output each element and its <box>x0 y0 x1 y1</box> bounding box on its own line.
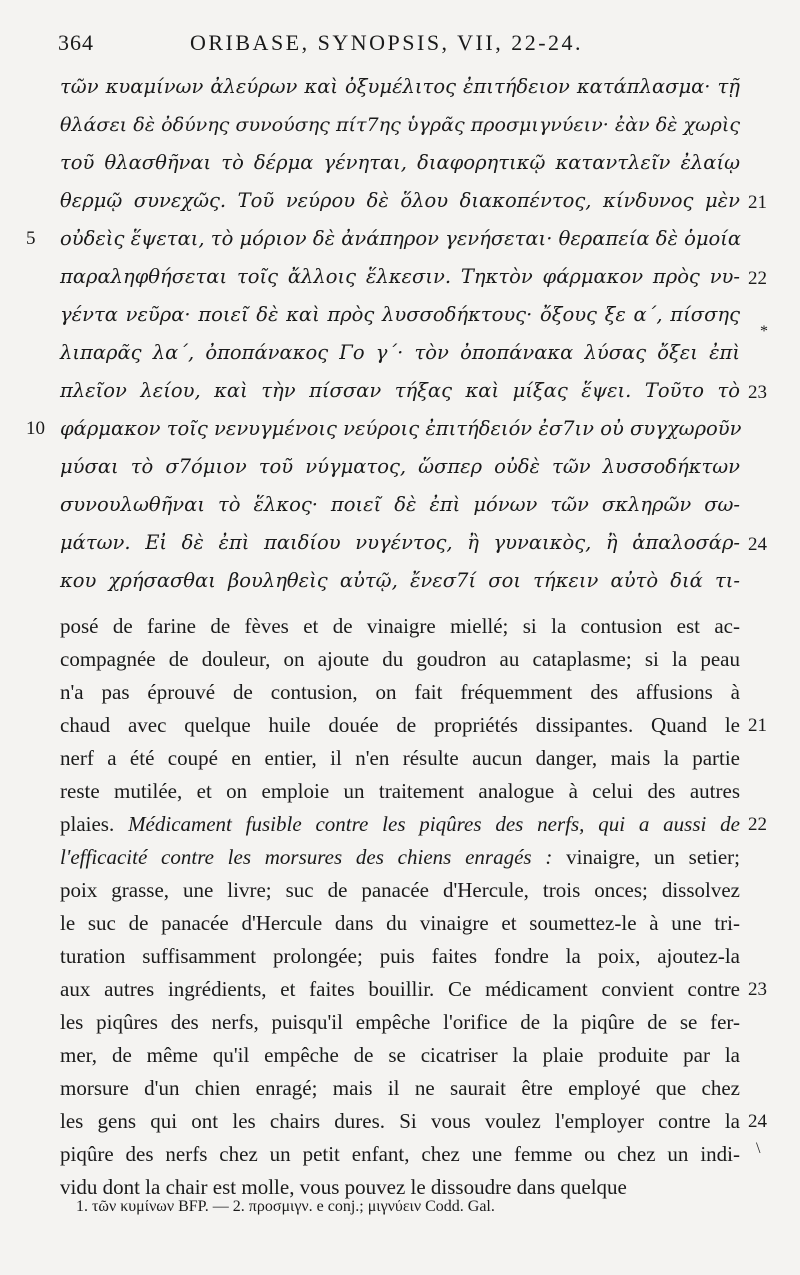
greek-line: τῶν κυαμίνων ἀλεύρων καὶ ὀξυμέλιτος ἐπιτήδειον κατάπλασμα· τῇ <box>60 75 740 98</box>
running-head: ORIBASE, SYNOPSIS, VII, 22-24. <box>190 30 584 55</box>
section-number: 24 <box>748 1111 767 1132</box>
greek-line: οὐδεὶς ἕψεται, τὸ μόριον δὲ ἀνάπηρον γενήσεται· θεραπεία δὲ ὁμοία <box>60 227 742 250</box>
italic-heading: Médicament fusible contre les piqûres des nerfs, qui a aussi de <box>128 812 740 836</box>
greek-line: φάρμακον τοῖς νενυγμένοις νεύροις ἐπιτήδειόν ἐσ7ιν οὐ συγχωροῦν <box>60 417 742 440</box>
greek-line: πλεῖον λείου, καὶ τὴν πίσσαν τήξας καὶ μίξας ἕψει. Τοῦτο τὸ <box>60 379 740 402</box>
greek-line: συνουλωθῆναι τὸ ἕλκος· ποιεῖ δὲ ἐπὶ μόνων τῶν σκληρῶν σω- <box>60 493 740 516</box>
french-line: vidu dont la chair est molle, vous pouvez le dissoudre dans quelque <box>60 1175 627 1199</box>
french-line: aux autres ingrédients, et faites bouillir. Ce médicament convient contre <box>60 977 740 1001</box>
french-line <box>60 841 740 874</box>
french-line-text: plaies. <box>60 812 129 836</box>
section-number: 23 <box>748 979 767 1000</box>
french-line: poix grasse, une livre; suc de panacée d'Hercule, trois onces; dissolvez <box>60 878 740 902</box>
french-line: chaud avec quelque huile douée de propriétés dissipantes. Quand le <box>60 713 740 737</box>
french-line: compagnée de douleur, on ajoute du goudron au cataplasme; si la peau <box>60 647 740 671</box>
french-line: les gens qui ont les chairs dures. Si vous voulez l'employer contre la <box>60 1109 740 1133</box>
italic-heading: l'efficacité contre les morsures des chiens enragés : <box>60 845 553 869</box>
french-line: les piqûres des nerfs, puisqu'il empêche l'orifice de la piqûre de se fer- <box>60 1010 740 1034</box>
greek-line: μύσαι τὸ σ7όμιον τοῦ νύγματος, ὥσπερ οὐδὲ τῶν λυσσοδήκτων <box>60 455 740 478</box>
french-line-text: vinaigre, un setier; <box>552 845 740 869</box>
greek-line: παραληφθήσεται τοῖς ἄλλοις ἕλκεσιν. Τηκτὸν φάρμακον πρὸς νυ- <box>60 265 740 288</box>
greek-line: γέντα νεῦρα· ποιεῖ δὲ καὶ πρὸς λυσσοδήκτους· ὄξους ξε α΄, πίσσης <box>60 303 740 326</box>
french-line: n'a pas éprouvé de contusion, on fait fréquemment des affusions à <box>60 680 740 704</box>
french-line: reste mutilée, et on emploie un traitement analogue à celui des autres <box>60 779 740 803</box>
section-number: 21 <box>748 192 767 213</box>
page-number: 364 <box>58 30 94 55</box>
greek-line: θλάσει δὲ ὀδύνης συνούσης πίτ7ης ὑγρᾶς προσμιγνύειν· ἐὰν δὲ χωρὶς <box>60 114 740 136</box>
section-number: 22 <box>748 268 767 289</box>
greek-line: τοῦ θλασθῆναι τὸ δέρμα γένηται, διαφορητικῷ καταντλεῖν ἐλαίῳ <box>60 151 740 174</box>
margin-backslash: \ <box>756 1140 761 1157</box>
french-line: morsure d'un chien enragé; mais il ne saurait être employé que chez <box>60 1076 740 1100</box>
french-line: le suc de panacée d'Hercule dans du vinaigre et soumettez-le à une tri- <box>60 911 740 935</box>
greek-line: κου χρήσασθαι βουληθεὶς αὐτῷ, ἔνεσ7ί σοι τήκειν αὐτὸ διά τι- <box>60 569 740 592</box>
french-line: turation suffisamment prolongée; puis faites fondre la poix, ajoutez-la <box>60 944 740 968</box>
section-number: 22 <box>748 814 767 835</box>
french-line: piqûre des nerfs chez un petit enfant, chez une femme ou chez un indi- <box>60 1142 740 1166</box>
section-number: 23 <box>748 382 767 403</box>
greek-line: μάτων. Εἰ δὲ ἐπὶ παιδίου νυγέντος, ἢ γυναικὸς, ἢ ἁπαλοσάρ- <box>60 531 740 554</box>
margin-asterisk: * <box>760 323 768 340</box>
line-number: 5 <box>26 228 36 249</box>
section-number: 21 <box>748 715 767 736</box>
french-line: posé de farine de fèves et de vinaigre miellé; si la contusion est ac- <box>60 614 740 638</box>
french-line: nerf a été coupé en entier, il n'en résulte aucun danger, mais la partie <box>60 746 740 770</box>
greek-line: λιπαρᾶς λα΄, ὀποπάνακος Γο γ΄· τὸν ὀποπάνακα λύσας ὄξει ἐπὶ <box>60 341 740 364</box>
page-header <box>58 30 748 64</box>
line-number: 10 <box>26 418 45 439</box>
french-line: mer, de même qu'il empêche de se cicatriser la plaie produite par la <box>60 1043 740 1067</box>
greek-line: θερμῷ συνεχῶς. Τοῦ νεύρου δὲ ὅλου διακοπέντος, κίνδυνος μὲν <box>60 189 740 212</box>
french-line <box>60 808 740 841</box>
footnote: 1. τῶν κυμίνων BFP. — 2. προσμιγν. e conj.; μιγνύειν Codd. Gal. <box>76 1198 495 1215</box>
section-number: 24 <box>748 534 767 555</box>
